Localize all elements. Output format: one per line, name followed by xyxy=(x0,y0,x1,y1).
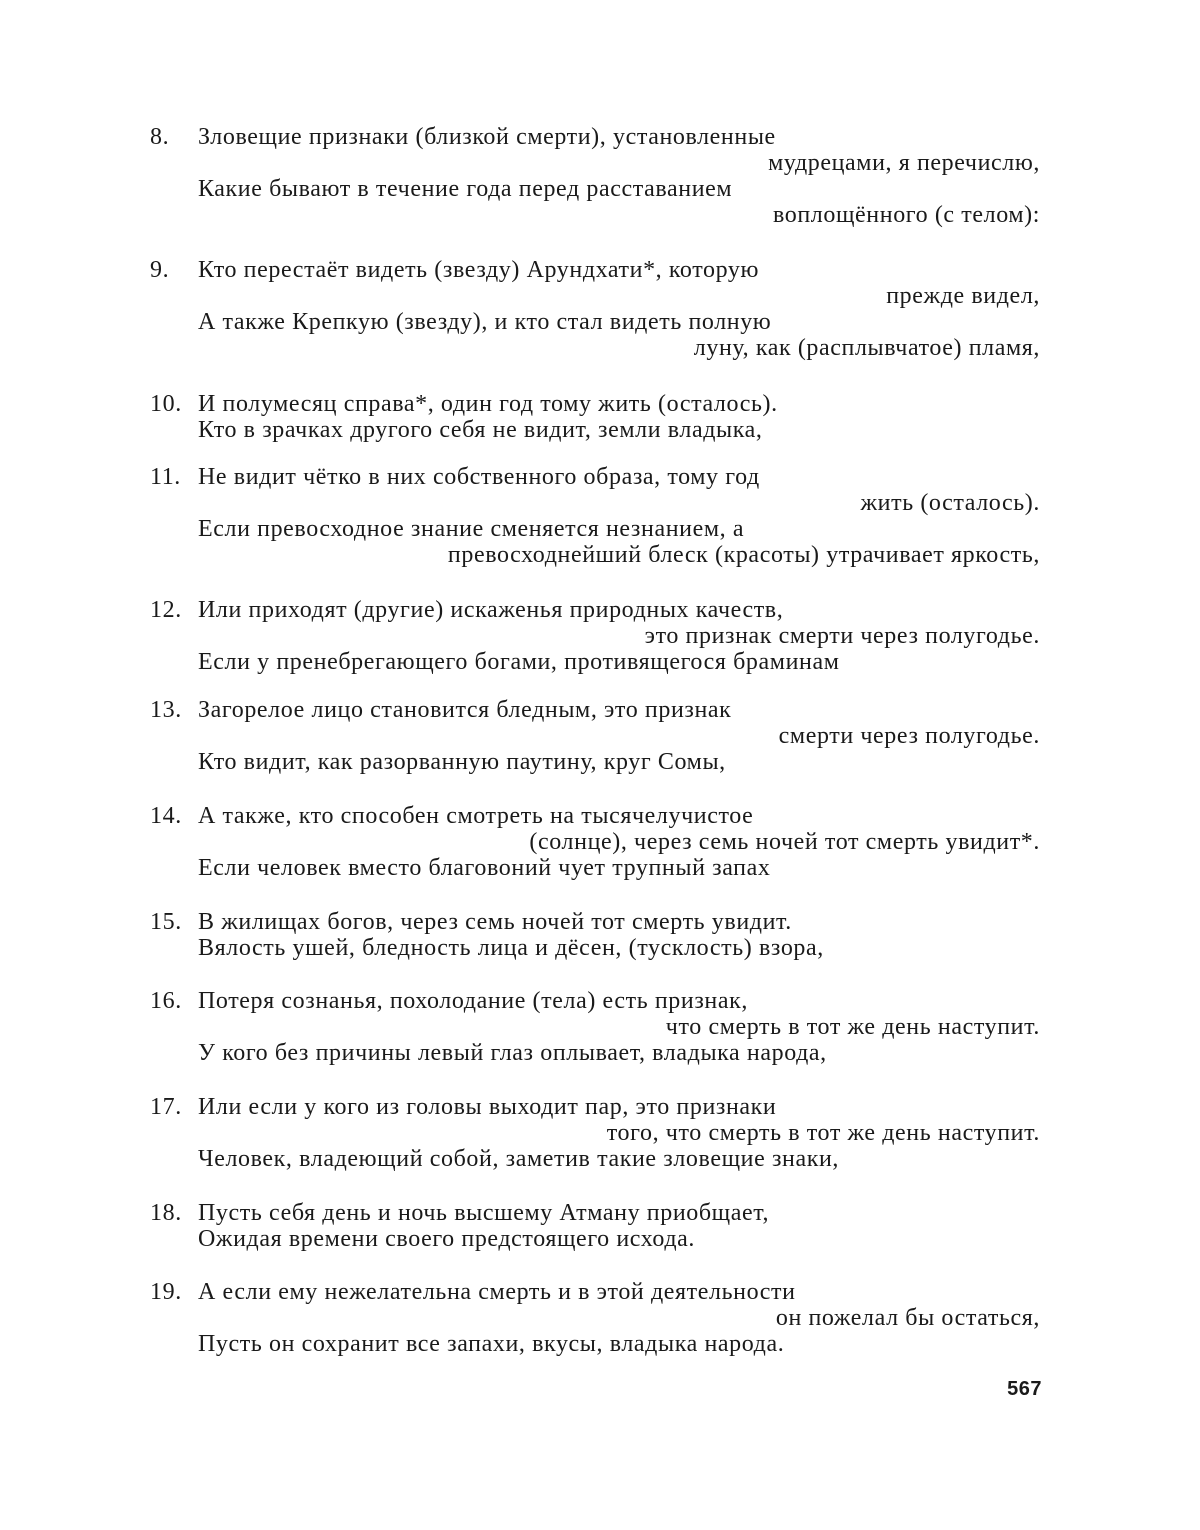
verse-number: 11. xyxy=(150,464,194,490)
verse-text-continuation: того, что смерть в тот же день наступит. xyxy=(607,1120,1040,1146)
verse-text: Или приходят (другие) искаженья природных качеств, xyxy=(198,597,783,623)
verse-text: Пусть себя день и ночь высшему Атману приобщает, xyxy=(198,1200,769,1226)
page-number: 567 xyxy=(1007,1378,1042,1401)
verse-9 xyxy=(150,257,1040,361)
verse-line xyxy=(150,909,1040,935)
verse-line xyxy=(150,1200,1040,1226)
verse-line xyxy=(150,829,1040,855)
verse-line xyxy=(150,150,1040,176)
verse-text: Не видит чётко в них собственного образа, тому год xyxy=(198,464,760,490)
verse-text: Какие бывают в течение года перед расставанием xyxy=(198,176,732,202)
verse-text: Кто в зрачках другого себя не видит, земли владыка, xyxy=(198,417,763,443)
verse-text: Если у пренебрегающего богами, противящегося браминам xyxy=(198,649,840,675)
verse-line xyxy=(150,697,1040,723)
verse-number: 10. xyxy=(150,391,194,417)
verse-text: А также, кто способен смотреть на тысячелучистое xyxy=(198,803,753,829)
verse-line xyxy=(150,1279,1040,1305)
verse-text-continuation: жить (осталось). xyxy=(860,490,1040,516)
verse-text-continuation: (солнце), через семь ночей тот смерть увидит*. xyxy=(529,829,1040,855)
verse-line xyxy=(150,988,1040,1014)
verse-14 xyxy=(150,803,1040,881)
verse-text-continuation: что смерть в тот же день наступит. xyxy=(666,1014,1040,1040)
verse-line xyxy=(150,649,1040,675)
verse-number: 18. xyxy=(150,1200,194,1226)
verse-19 xyxy=(150,1279,1040,1357)
book-page xyxy=(0,0,1200,1530)
verse-number: 9. xyxy=(150,257,194,283)
verse-line xyxy=(150,257,1040,283)
verse-line xyxy=(150,1331,1040,1357)
verse-line xyxy=(150,417,1040,443)
verse-11 xyxy=(150,464,1040,568)
verse-text-continuation: превосходнейший блеск (красоты) утрачивает яркость, xyxy=(448,542,1040,568)
verse-line xyxy=(150,335,1040,361)
verse-line xyxy=(150,803,1040,829)
verse-12 xyxy=(150,597,1040,675)
verse-line xyxy=(150,391,1040,417)
verse-13 xyxy=(150,697,1040,775)
verse-line xyxy=(150,1226,1040,1252)
verse-number: 14. xyxy=(150,803,194,829)
verse-number: 13. xyxy=(150,697,194,723)
verse-text: Вялость ушей, бледность лица и дёсен, (тусклость) взора, xyxy=(198,935,824,961)
verse-16 xyxy=(150,988,1040,1066)
verse-line xyxy=(150,597,1040,623)
verse-line xyxy=(150,1014,1040,1040)
verse-text-continuation: это признак смерти через полугодье. xyxy=(645,623,1040,649)
verse-text: Кто видит, как разорванную паутину, круг Сомы, xyxy=(198,749,726,775)
verse-text: Загорелое лицо становится бледным, это признак xyxy=(198,697,731,723)
verse-text: Потеря сознанья, похолодание (тела) есть признак, xyxy=(198,988,748,1014)
verse-text-continuation: прежде видел, xyxy=(886,283,1040,309)
verse-15 xyxy=(150,909,1040,961)
verse-line xyxy=(150,1146,1040,1172)
verse-line xyxy=(150,855,1040,881)
verse-text: Или если у кого из головы выходит пар, это признаки xyxy=(198,1094,776,1120)
verse-text: Человек, владеющий собой, заметив такие зловещие знаки, xyxy=(198,1146,839,1172)
verse-text: В жилищах богов, через семь ночей тот смерть увидит. xyxy=(198,909,792,935)
verse-number: 16. xyxy=(150,988,194,1014)
verse-line xyxy=(150,202,1040,228)
verse-number: 17. xyxy=(150,1094,194,1120)
verse-text: А также Крепкую (звезду), и кто стал видеть полную xyxy=(198,309,771,335)
verse-number: 12. xyxy=(150,597,194,623)
verse-line xyxy=(150,623,1040,649)
verse-line xyxy=(150,176,1040,202)
verse-text-continuation: смерти через полугодье. xyxy=(779,723,1040,749)
verse-line xyxy=(150,1040,1040,1066)
verse-text-continuation: луну, как (расплывчатое) пламя, xyxy=(694,335,1040,361)
verse-line xyxy=(150,1305,1040,1331)
verse-line xyxy=(150,1094,1040,1120)
verse-text: А если ему нежелательна смерть и в этой деятельности xyxy=(198,1279,796,1305)
verse-line xyxy=(150,490,1040,516)
verse-text: Зловещие признаки (близкой смерти), установленные xyxy=(198,124,776,150)
verse-text-continuation: он пожелал бы остаться, xyxy=(776,1305,1040,1331)
verse-text: У кого без причины левый глаз оплывает, владыка народа, xyxy=(198,1040,827,1066)
verse-line xyxy=(150,464,1040,490)
verse-text: И полумесяц справа*, один год тому жить (осталось). xyxy=(198,391,778,417)
verse-number: 19. xyxy=(150,1279,194,1305)
verse-line xyxy=(150,1120,1040,1146)
verse-18 xyxy=(150,1200,1040,1252)
verse-10 xyxy=(150,391,1040,443)
verse-17 xyxy=(150,1094,1040,1172)
verse-number: 8. xyxy=(150,124,194,150)
verse-text: Кто перестаёт видеть (звезду) Арундхати*, которую xyxy=(198,257,759,283)
verse-line xyxy=(150,516,1040,542)
verse-text-continuation: воплощённого (с телом): xyxy=(773,202,1040,228)
verse-number: 15. xyxy=(150,909,194,935)
verse-line xyxy=(150,309,1040,335)
verse-line xyxy=(150,542,1040,568)
verse-text: Ожидая времени своего предстоящего исхода. xyxy=(198,1226,695,1252)
verse-line xyxy=(150,749,1040,775)
verse-line xyxy=(150,723,1040,749)
verse-8 xyxy=(150,124,1040,228)
verse-text: Если превосходное знание сменяется незнанием, а xyxy=(198,516,744,542)
verse-text: Если человек вместо благовоний чует трупный запах xyxy=(198,855,770,881)
verse-line xyxy=(150,935,1040,961)
verse-line xyxy=(150,283,1040,309)
verse-line xyxy=(150,124,1040,150)
verse-text: Пусть он сохранит все запахи, вкусы, владыка народа. xyxy=(198,1331,784,1357)
verse-text-continuation: мудрецами, я перечислю, xyxy=(768,150,1040,176)
